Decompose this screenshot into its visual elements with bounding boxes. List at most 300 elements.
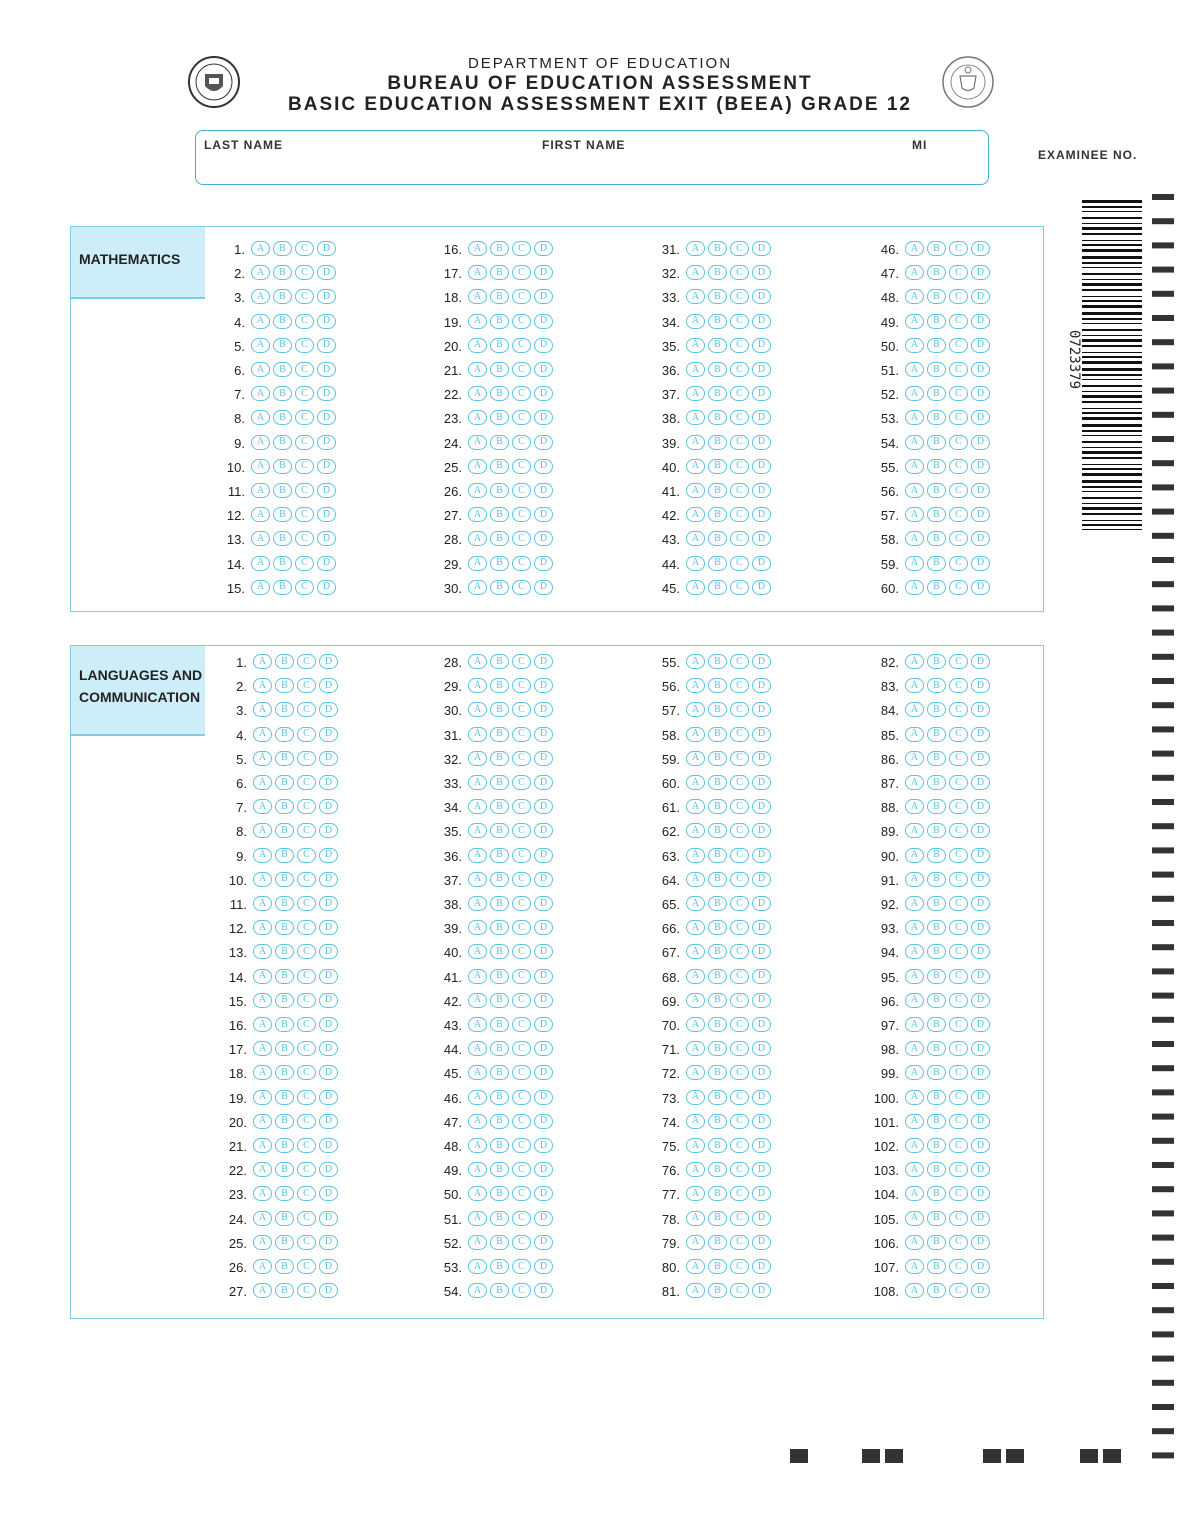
answer-bubble-d[interactable]: D <box>971 531 990 546</box>
answer-bubble-c[interactable]: C <box>949 702 968 717</box>
answer-bubble-d[interactable]: D <box>752 727 771 742</box>
answer-bubble-d[interactable]: D <box>534 944 553 959</box>
answer-bubble-b[interactable]: B <box>927 1041 946 1056</box>
answer-bubble-a[interactable]: A <box>251 386 270 401</box>
answer-bubble-b[interactable]: B <box>927 944 946 959</box>
answer-bubble-a[interactable]: A <box>468 1211 487 1226</box>
answer-bubble-a[interactable]: A <box>686 1235 705 1250</box>
answer-bubble-c[interactable]: C <box>949 920 968 935</box>
answer-bubble-c[interactable]: C <box>730 1090 749 1105</box>
answer-bubble-a[interactable]: A <box>468 531 487 546</box>
answer-bubble-b[interactable]: B <box>708 1090 727 1105</box>
answer-bubble-a[interactable]: A <box>686 1114 705 1129</box>
answer-bubble-b[interactable]: B <box>708 410 727 425</box>
answer-bubble-c[interactable]: C <box>512 314 531 329</box>
answer-bubble-b[interactable]: B <box>708 314 727 329</box>
answer-bubble-a[interactable]: A <box>468 265 487 280</box>
answer-bubble-c[interactable]: C <box>512 1138 531 1153</box>
answer-bubble-d[interactable]: D <box>319 823 338 838</box>
answer-bubble-a[interactable]: A <box>468 507 487 522</box>
answer-bubble-d[interactable]: D <box>752 1114 771 1129</box>
answer-bubble-a[interactable]: A <box>253 654 272 669</box>
answer-bubble-a[interactable]: A <box>905 823 924 838</box>
answer-bubble-b[interactable]: B <box>927 654 946 669</box>
answer-bubble-c[interactable]: C <box>730 289 749 304</box>
answer-bubble-a[interactable]: A <box>905 1114 924 1129</box>
answer-bubble-c[interactable]: C <box>730 1114 749 1129</box>
answer-bubble-c[interactable]: C <box>512 1162 531 1177</box>
answer-bubble-b[interactable]: B <box>490 314 509 329</box>
answer-bubble-c[interactable]: C <box>949 507 968 522</box>
answer-bubble-c[interactable]: C <box>512 241 531 256</box>
answer-bubble-a[interactable]: A <box>468 872 487 887</box>
answer-bubble-d[interactable]: D <box>971 1065 990 1080</box>
answer-bubble-a[interactable]: A <box>468 654 487 669</box>
answer-bubble-a[interactable]: A <box>905 751 924 766</box>
answer-bubble-d[interactable]: D <box>752 823 771 838</box>
answer-bubble-a[interactable]: A <box>686 338 705 353</box>
answer-bubble-a[interactable]: A <box>468 435 487 450</box>
answer-bubble-a[interactable]: A <box>905 1259 924 1274</box>
answer-bubble-d[interactable]: D <box>534 386 553 401</box>
answer-bubble-a[interactable]: A <box>253 678 272 693</box>
answer-bubble-a[interactable]: A <box>686 241 705 256</box>
answer-bubble-b[interactable]: B <box>927 435 946 450</box>
answer-bubble-a[interactable]: A <box>905 1041 924 1056</box>
answer-bubble-a[interactable]: A <box>905 727 924 742</box>
answer-bubble-c[interactable]: C <box>730 1017 749 1032</box>
answer-bubble-d[interactable]: D <box>971 1114 990 1129</box>
answer-bubble-b[interactable]: B <box>490 1283 509 1298</box>
answer-bubble-a[interactable]: A <box>468 338 487 353</box>
answer-bubble-a[interactable]: A <box>468 1017 487 1032</box>
answer-bubble-a[interactable]: A <box>253 1186 272 1201</box>
answer-bubble-b[interactable]: B <box>927 799 946 814</box>
answer-bubble-d[interactable]: D <box>534 1211 553 1226</box>
answer-bubble-c[interactable]: C <box>730 241 749 256</box>
answer-bubble-d[interactable]: D <box>534 580 553 595</box>
answer-bubble-a[interactable]: A <box>686 751 705 766</box>
answer-bubble-a[interactable]: A <box>905 531 924 546</box>
answer-bubble-b[interactable]: B <box>708 265 727 280</box>
answer-bubble-b[interactable]: B <box>927 289 946 304</box>
answer-bubble-b[interactable]: B <box>490 580 509 595</box>
answer-bubble-c[interactable]: C <box>297 1283 316 1298</box>
answer-bubble-b[interactable]: B <box>490 531 509 546</box>
answer-bubble-a[interactable]: A <box>686 1186 705 1201</box>
answer-bubble-b[interactable]: B <box>708 751 727 766</box>
answer-bubble-c[interactable]: C <box>730 920 749 935</box>
answer-bubble-c[interactable]: C <box>730 362 749 377</box>
answer-bubble-b[interactable]: B <box>927 1259 946 1274</box>
answer-bubble-c[interactable]: C <box>949 1211 968 1226</box>
answer-bubble-c[interactable]: C <box>949 1283 968 1298</box>
answer-bubble-c[interactable]: C <box>730 386 749 401</box>
answer-bubble-d[interactable]: D <box>971 1138 990 1153</box>
answer-bubble-a[interactable]: A <box>686 920 705 935</box>
answer-bubble-b[interactable]: B <box>927 1211 946 1226</box>
answer-bubble-b[interactable]: B <box>708 823 727 838</box>
answer-bubble-c[interactable]: C <box>295 289 314 304</box>
answer-bubble-d[interactable]: D <box>319 1065 338 1080</box>
answer-bubble-c[interactable]: C <box>949 654 968 669</box>
answer-bubble-c[interactable]: C <box>512 507 531 522</box>
answer-bubble-b[interactable]: B <box>490 483 509 498</box>
answer-bubble-d[interactable]: D <box>319 848 338 863</box>
answer-bubble-b[interactable]: B <box>927 920 946 935</box>
answer-bubble-c[interactable]: C <box>949 410 968 425</box>
answer-bubble-d[interactable]: D <box>752 1235 771 1250</box>
answer-bubble-c[interactable]: C <box>949 799 968 814</box>
answer-bubble-d[interactable]: D <box>752 435 771 450</box>
answer-bubble-c[interactable]: C <box>297 1138 316 1153</box>
answer-bubble-d[interactable]: D <box>319 678 338 693</box>
answer-bubble-c[interactable]: C <box>730 556 749 571</box>
answer-bubble-a[interactable]: A <box>905 944 924 959</box>
answer-bubble-c[interactable]: C <box>512 920 531 935</box>
answer-bubble-b[interactable]: B <box>490 751 509 766</box>
answer-bubble-b[interactable]: B <box>708 1041 727 1056</box>
answer-bubble-d[interactable]: D <box>319 1090 338 1105</box>
answer-bubble-a[interactable]: A <box>686 823 705 838</box>
answer-bubble-c[interactable]: C <box>730 678 749 693</box>
answer-bubble-b[interactable]: B <box>275 751 294 766</box>
answer-bubble-c[interactable]: C <box>297 1041 316 1056</box>
answer-bubble-a[interactable]: A <box>905 993 924 1008</box>
answer-bubble-c[interactable]: C <box>295 241 314 256</box>
answer-bubble-c[interactable]: C <box>730 654 749 669</box>
answer-bubble-c[interactable]: C <box>949 1186 968 1201</box>
answer-bubble-b[interactable]: B <box>708 1065 727 1080</box>
answer-bubble-c[interactable]: C <box>297 1186 316 1201</box>
answer-bubble-c[interactable]: C <box>949 386 968 401</box>
answer-bubble-d[interactable]: D <box>534 362 553 377</box>
answer-bubble-c[interactable]: C <box>295 386 314 401</box>
answer-bubble-c[interactable]: C <box>949 1259 968 1274</box>
answer-bubble-c[interactable]: C <box>949 1138 968 1153</box>
answer-bubble-b[interactable]: B <box>927 459 946 474</box>
answer-bubble-d[interactable]: D <box>752 507 771 522</box>
answer-bubble-b[interactable]: B <box>927 969 946 984</box>
answer-bubble-d[interactable]: D <box>971 775 990 790</box>
answer-bubble-c[interactable]: C <box>512 483 531 498</box>
answer-bubble-d[interactable]: D <box>752 289 771 304</box>
answer-bubble-c[interactable]: C <box>295 556 314 571</box>
answer-bubble-d[interactable]: D <box>752 410 771 425</box>
answer-bubble-d[interactable]: D <box>971 969 990 984</box>
answer-bubble-b[interactable]: B <box>275 848 294 863</box>
answer-bubble-b[interactable]: B <box>927 702 946 717</box>
answer-bubble-c[interactable]: C <box>512 1065 531 1080</box>
answer-bubble-b[interactable]: B <box>708 1138 727 1153</box>
answer-bubble-d[interactable]: D <box>319 944 338 959</box>
answer-bubble-b[interactable]: B <box>273 459 292 474</box>
answer-bubble-d[interactable]: D <box>752 896 771 911</box>
answer-bubble-a[interactable]: A <box>468 289 487 304</box>
answer-bubble-c[interactable]: C <box>730 872 749 887</box>
answer-bubble-a[interactable]: A <box>468 1283 487 1298</box>
answer-bubble-a[interactable]: A <box>251 241 270 256</box>
answer-bubble-a[interactable]: A <box>468 920 487 935</box>
answer-bubble-c[interactable]: C <box>512 993 531 1008</box>
answer-bubble-c[interactable]: C <box>512 727 531 742</box>
answer-bubble-d[interactable]: D <box>534 896 553 911</box>
answer-bubble-a[interactable]: A <box>468 459 487 474</box>
answer-bubble-c[interactable]: C <box>730 1041 749 1056</box>
answer-bubble-c[interactable]: C <box>730 702 749 717</box>
answer-bubble-a[interactable]: A <box>686 799 705 814</box>
answer-bubble-b[interactable]: B <box>275 702 294 717</box>
answer-bubble-b[interactable]: B <box>708 1283 727 1298</box>
answer-bubble-c[interactable]: C <box>297 944 316 959</box>
answer-bubble-b[interactable]: B <box>273 580 292 595</box>
answer-bubble-d[interactable]: D <box>752 944 771 959</box>
answer-bubble-a[interactable]: A <box>251 435 270 450</box>
answer-bubble-b[interactable]: B <box>927 872 946 887</box>
answer-bubble-d[interactable]: D <box>971 483 990 498</box>
answer-bubble-a[interactable]: A <box>686 362 705 377</box>
answer-bubble-d[interactable]: D <box>971 702 990 717</box>
answer-bubble-c[interactable]: C <box>512 1283 531 1298</box>
answer-bubble-a[interactable]: A <box>686 1259 705 1274</box>
answer-bubble-c[interactable]: C <box>297 872 316 887</box>
answer-bubble-d[interactable]: D <box>752 556 771 571</box>
answer-bubble-b[interactable]: B <box>927 410 946 425</box>
answer-bubble-c[interactable]: C <box>295 435 314 450</box>
answer-bubble-d[interactable]: D <box>752 265 771 280</box>
answer-bubble-c[interactable]: C <box>512 751 531 766</box>
answer-bubble-b[interactable]: B <box>927 993 946 1008</box>
answer-bubble-b[interactable]: B <box>927 1065 946 1080</box>
answer-bubble-a[interactable]: A <box>905 410 924 425</box>
answer-bubble-c[interactable]: C <box>512 1259 531 1274</box>
answer-bubble-b[interactable]: B <box>490 265 509 280</box>
answer-bubble-a[interactable]: A <box>253 727 272 742</box>
answer-bubble-d[interactable]: D <box>752 1211 771 1226</box>
answer-bubble-b[interactable]: B <box>490 1017 509 1032</box>
answer-bubble-b[interactable]: B <box>275 944 294 959</box>
answer-bubble-a[interactable]: A <box>686 314 705 329</box>
answer-bubble-a[interactable]: A <box>468 580 487 595</box>
answer-bubble-d[interactable]: D <box>534 872 553 887</box>
answer-bubble-c[interactable]: C <box>949 727 968 742</box>
answer-bubble-c[interactable]: C <box>730 1259 749 1274</box>
answer-bubble-b[interactable]: B <box>927 1235 946 1250</box>
answer-bubble-c[interactable]: C <box>512 1017 531 1032</box>
answer-bubble-b[interactable]: B <box>708 1162 727 1177</box>
answer-bubble-d[interactable]: D <box>319 1186 338 1201</box>
answer-bubble-b[interactable]: B <box>273 362 292 377</box>
answer-bubble-c[interactable]: C <box>730 727 749 742</box>
answer-bubble-a[interactable]: A <box>686 969 705 984</box>
answer-bubble-d[interactable]: D <box>534 1065 553 1080</box>
answer-bubble-d[interactable]: D <box>971 896 990 911</box>
answer-bubble-c[interactable]: C <box>295 531 314 546</box>
answer-bubble-a[interactable]: A <box>905 848 924 863</box>
answer-bubble-d[interactable]: D <box>317 580 336 595</box>
answer-bubble-a[interactable]: A <box>686 1017 705 1032</box>
answer-bubble-b[interactable]: B <box>927 1017 946 1032</box>
answer-bubble-a[interactable]: A <box>905 459 924 474</box>
answer-bubble-a[interactable]: A <box>251 531 270 546</box>
answer-bubble-a[interactable]: A <box>905 289 924 304</box>
answer-bubble-c[interactable]: C <box>297 751 316 766</box>
answer-bubble-b[interactable]: B <box>490 993 509 1008</box>
answer-bubble-b[interactable]: B <box>708 241 727 256</box>
answer-bubble-b[interactable]: B <box>275 1114 294 1129</box>
answer-bubble-c[interactable]: C <box>297 1065 316 1080</box>
answer-bubble-c[interactable]: C <box>730 823 749 838</box>
answer-bubble-a[interactable]: A <box>468 993 487 1008</box>
answer-bubble-a[interactable]: A <box>251 338 270 353</box>
answer-bubble-c[interactable]: C <box>949 265 968 280</box>
answer-bubble-c[interactable]: C <box>297 678 316 693</box>
answer-bubble-c[interactable]: C <box>730 265 749 280</box>
answer-bubble-b[interactable]: B <box>927 483 946 498</box>
answer-bubble-a[interactable]: A <box>686 531 705 546</box>
answer-bubble-b[interactable]: B <box>708 1259 727 1274</box>
answer-bubble-b[interactable]: B <box>275 823 294 838</box>
answer-bubble-b[interactable]: B <box>275 1017 294 1032</box>
answer-bubble-d[interactable]: D <box>971 993 990 1008</box>
answer-bubble-b[interactable]: B <box>490 896 509 911</box>
answer-bubble-c[interactable]: C <box>949 969 968 984</box>
answer-bubble-d[interactable]: D <box>534 727 553 742</box>
answer-bubble-a[interactable]: A <box>468 678 487 693</box>
answer-bubble-b[interactable]: B <box>490 338 509 353</box>
answer-bubble-d[interactable]: D <box>752 314 771 329</box>
answer-bubble-b[interactable]: B <box>275 993 294 1008</box>
answer-bubble-b[interactable]: B <box>708 872 727 887</box>
answer-bubble-a[interactable]: A <box>253 1114 272 1129</box>
answer-bubble-a[interactable]: A <box>905 702 924 717</box>
answer-bubble-a[interactable]: A <box>468 556 487 571</box>
answer-bubble-a[interactable]: A <box>686 654 705 669</box>
answer-bubble-b[interactable]: B <box>275 920 294 935</box>
answer-bubble-a[interactable]: A <box>686 435 705 450</box>
answer-bubble-b[interactable]: B <box>273 507 292 522</box>
answer-bubble-d[interactable]: D <box>534 678 553 693</box>
answer-bubble-a[interactable]: A <box>905 775 924 790</box>
answer-bubble-d[interactable]: D <box>752 799 771 814</box>
answer-bubble-a[interactable]: A <box>905 920 924 935</box>
answer-bubble-b[interactable]: B <box>708 580 727 595</box>
answer-bubble-d[interactable]: D <box>752 1162 771 1177</box>
answer-bubble-d[interactable]: D <box>534 702 553 717</box>
answer-bubble-d[interactable]: D <box>317 289 336 304</box>
answer-bubble-d[interactable]: D <box>319 872 338 887</box>
answer-bubble-b[interactable]: B <box>927 362 946 377</box>
answer-bubble-c[interactable]: C <box>949 848 968 863</box>
answer-bubble-b[interactable]: B <box>708 459 727 474</box>
answer-bubble-a[interactable]: A <box>468 1065 487 1080</box>
answer-bubble-c[interactable]: C <box>297 848 316 863</box>
answer-bubble-d[interactable]: D <box>752 1138 771 1153</box>
answer-bubble-b[interactable]: B <box>927 727 946 742</box>
answer-bubble-b[interactable]: B <box>490 1114 509 1129</box>
answer-bubble-c[interactable]: C <box>730 775 749 790</box>
answer-bubble-a[interactable]: A <box>253 993 272 1008</box>
answer-bubble-a[interactable]: A <box>468 775 487 790</box>
answer-bubble-a[interactable]: A <box>686 289 705 304</box>
answer-bubble-c[interactable]: C <box>949 1090 968 1105</box>
answer-bubble-b[interactable]: B <box>490 556 509 571</box>
answer-bubble-c[interactable]: C <box>512 338 531 353</box>
answer-bubble-c[interactable]: C <box>949 823 968 838</box>
answer-bubble-d[interactable]: D <box>752 969 771 984</box>
answer-bubble-b[interactable]: B <box>273 435 292 450</box>
answer-bubble-d[interactable]: D <box>971 580 990 595</box>
answer-bubble-b[interactable]: B <box>275 727 294 742</box>
answer-bubble-a[interactable]: A <box>468 896 487 911</box>
answer-bubble-d[interactable]: D <box>752 1065 771 1080</box>
answer-bubble-c[interactable]: C <box>297 993 316 1008</box>
answer-bubble-c[interactable]: C <box>297 727 316 742</box>
answer-bubble-d[interactable]: D <box>752 872 771 887</box>
answer-bubble-c[interactable]: C <box>297 1235 316 1250</box>
answer-bubble-d[interactable]: D <box>317 459 336 474</box>
answer-bubble-d[interactable]: D <box>534 459 553 474</box>
answer-bubble-a[interactable]: A <box>686 386 705 401</box>
answer-bubble-c[interactable]: C <box>512 386 531 401</box>
answer-bubble-b[interactable]: B <box>275 969 294 984</box>
answer-bubble-d[interactable]: D <box>971 920 990 935</box>
answer-bubble-d[interactable]: D <box>319 751 338 766</box>
answer-bubble-a[interactable]: A <box>905 241 924 256</box>
answer-bubble-b[interactable]: B <box>708 1186 727 1201</box>
answer-bubble-c[interactable]: C <box>512 678 531 693</box>
answer-bubble-c[interactable]: C <box>730 338 749 353</box>
answer-bubble-a[interactable]: A <box>253 799 272 814</box>
answer-bubble-d[interactable]: D <box>971 289 990 304</box>
answer-bubble-b[interactable]: B <box>273 556 292 571</box>
answer-bubble-c[interactable]: C <box>730 459 749 474</box>
answer-bubble-c[interactable]: C <box>949 775 968 790</box>
answer-bubble-c[interactable]: C <box>295 338 314 353</box>
answer-bubble-a[interactable]: A <box>905 1090 924 1105</box>
answer-bubble-d[interactable]: D <box>319 920 338 935</box>
answer-bubble-c[interactable]: C <box>295 580 314 595</box>
answer-bubble-a[interactable]: A <box>468 362 487 377</box>
answer-bubble-c[interactable]: C <box>297 799 316 814</box>
answer-bubble-a[interactable]: A <box>468 944 487 959</box>
answer-bubble-a[interactable]: A <box>686 944 705 959</box>
answer-bubble-c[interactable]: C <box>297 1259 316 1274</box>
answer-bubble-d[interactable]: D <box>319 1041 338 1056</box>
answer-bubble-d[interactable]: D <box>752 1283 771 1298</box>
answer-bubble-a[interactable]: A <box>686 993 705 1008</box>
answer-bubble-a[interactable]: A <box>686 556 705 571</box>
answer-bubble-d[interactable]: D <box>971 1162 990 1177</box>
answer-bubble-c[interactable]: C <box>512 1235 531 1250</box>
answer-bubble-d[interactable]: D <box>319 1259 338 1274</box>
answer-bubble-b[interactable]: B <box>927 531 946 546</box>
answer-bubble-a[interactable]: A <box>905 1017 924 1032</box>
answer-bubble-d[interactable]: D <box>319 1162 338 1177</box>
answer-bubble-a[interactable]: A <box>468 1259 487 1274</box>
answer-bubble-b[interactable]: B <box>275 1259 294 1274</box>
answer-bubble-d[interactable]: D <box>971 314 990 329</box>
answer-bubble-b[interactable]: B <box>708 556 727 571</box>
answer-bubble-a[interactable]: A <box>253 1162 272 1177</box>
answer-bubble-c[interactable]: C <box>949 338 968 353</box>
answer-bubble-a[interactable]: A <box>251 314 270 329</box>
answer-bubble-b[interactable]: B <box>927 678 946 693</box>
answer-bubble-d[interactable]: D <box>752 751 771 766</box>
answer-bubble-b[interactable]: B <box>273 338 292 353</box>
answer-bubble-b[interactable]: B <box>927 386 946 401</box>
answer-bubble-b[interactable]: B <box>708 483 727 498</box>
